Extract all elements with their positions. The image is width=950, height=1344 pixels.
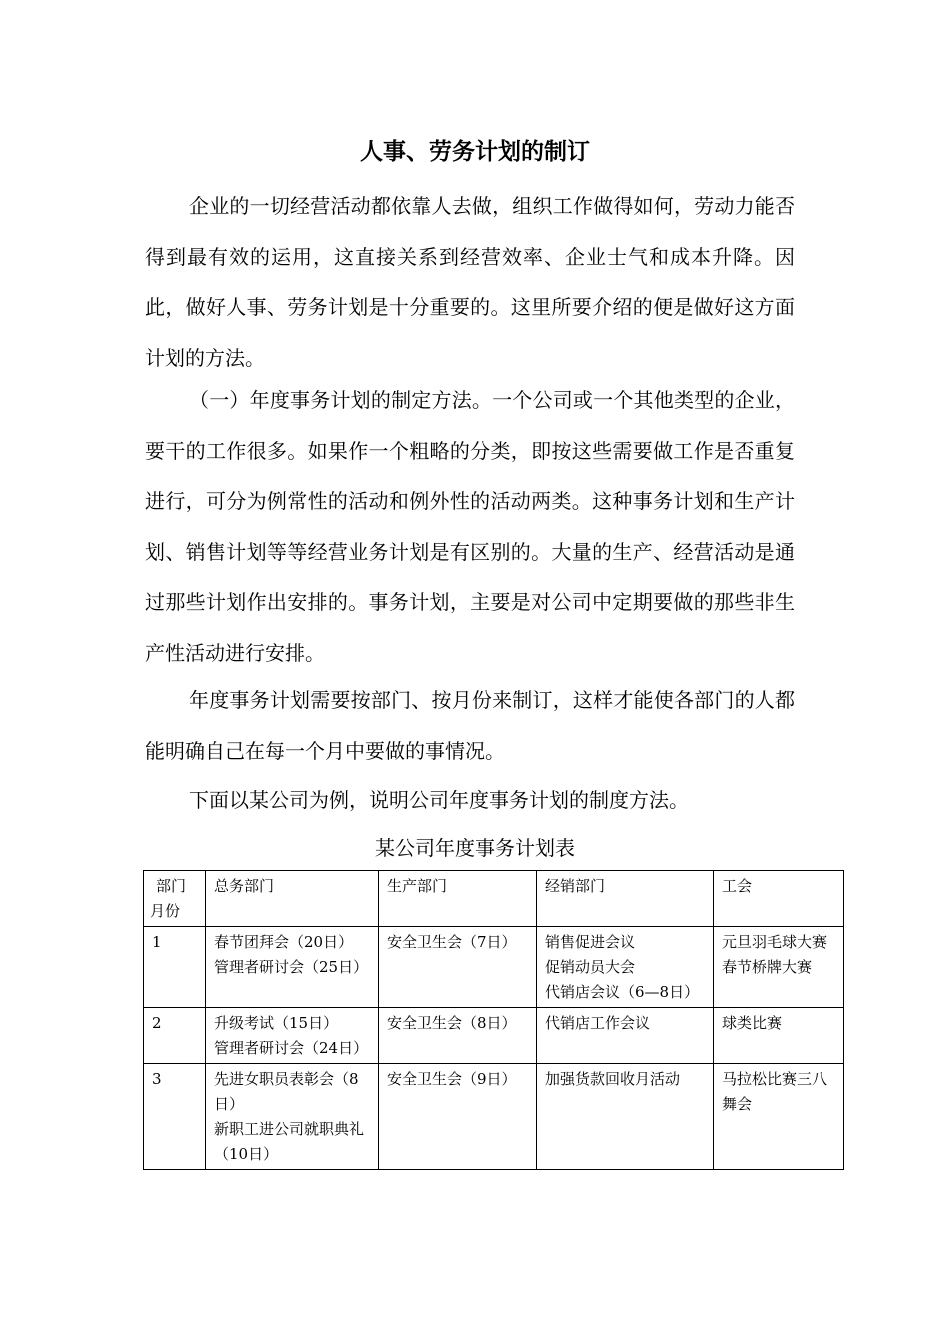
union-cell xyxy=(714,1008,844,1064)
table-row xyxy=(144,927,844,1008)
table-caption: 某公司年度事务计划表 xyxy=(375,836,575,860)
table-header-row xyxy=(144,871,844,927)
production-item: 安全卫生会（9日） xyxy=(387,1070,517,1088)
column-header-general: 总务部门 xyxy=(206,871,379,927)
union-item: 马拉松比赛三八舞会 xyxy=(722,1070,828,1113)
general-cell xyxy=(206,927,379,1008)
production-item: 安全卫生会（7日） xyxy=(387,933,517,951)
column-header-sales: 经销部门 xyxy=(537,871,714,927)
column-header-union: 工会 xyxy=(714,871,844,927)
union-item: 球类比赛 xyxy=(722,1014,783,1032)
union-item: 元旦羽毛球大赛 xyxy=(722,933,828,951)
union-cell xyxy=(714,1064,844,1170)
sales-cell xyxy=(537,1008,714,1064)
paragraph-example-intro: 下面以某公司为例，说明公司年度事务计划的制度方法。 xyxy=(189,788,689,812)
month-cell: 3 xyxy=(144,1064,206,1170)
document-title: 人事、劳务计划的制订 xyxy=(360,138,590,165)
sales-item: 代销店工作会议 xyxy=(545,1014,651,1032)
general-item: 管理者研讨会（25日） xyxy=(214,958,369,976)
table-row xyxy=(144,1064,844,1170)
general-item: 新职工进公司就职典礼（10日） xyxy=(214,1120,365,1163)
general-item: 先进女职员表彰会（8日） xyxy=(214,1070,359,1113)
general-item: 管理者研讨会（24日） xyxy=(214,1039,369,1057)
sales-cell xyxy=(537,927,714,1008)
month-cell: 1 xyxy=(144,927,206,1008)
sales-cell xyxy=(537,1064,714,1170)
paragraph-by-department: 年度事务计划需要按部门、按月份来制订，这样才能使各部门的人都能明确自己在每一个月中要做的事情况。 xyxy=(145,688,795,763)
sales-item: 销售促进会议 xyxy=(545,933,636,951)
column-header-production: 生产部门 xyxy=(379,871,537,927)
corner-month-label: 月份 xyxy=(150,902,181,920)
annual-plan-table xyxy=(143,870,844,1170)
table-row xyxy=(144,1008,844,1064)
sales-item: 促销动员大会 xyxy=(545,958,636,976)
general-cell xyxy=(206,1008,379,1064)
sales-item: 加强货款回收月活动 xyxy=(545,1070,681,1088)
production-item: 安全卫生会（8日） xyxy=(387,1014,517,1032)
general-item: 升级考试（15日） xyxy=(214,1014,339,1032)
paragraph-intro: 企业的一切经营活动都依靠人去做，组织工作做得如何，劳动力能否得到最有效的运用，这直接关系到经营效率、企业士气和成本升降。因此，做好人事、劳务计划是十分重要的。这里所要介绍的便是做好这方面计划的方法。 xyxy=(145,194,795,370)
table-corner-cell xyxy=(144,871,206,927)
production-cell xyxy=(379,927,537,1008)
production-cell xyxy=(379,1064,537,1170)
general-cell xyxy=(206,1064,379,1170)
paragraph-annual-plan-method: （一）年度事务计划的制定方法。一个公司或一个其他类型的企业，要干的工作很多。如果作一个粗略的分类，即按这些需要做工作是否重复进行，可分为例常性的活动和例外性的活动两类。这种事务计划和生产计划、销售计划等等经营业务计划是有区别的。大量的生产、经营活动是通过那些计划作出安排的。事务计划，主要是对公司中定期要做的那些非生产性活动进行安排。 xyxy=(145,388,795,665)
general-item: 春节团拜会（20日） xyxy=(214,933,354,951)
union-cell xyxy=(714,927,844,1008)
production-cell xyxy=(379,1008,537,1064)
union-item: 春节桥牌大赛 xyxy=(722,958,813,976)
corner-department-label: 部门 xyxy=(156,877,187,895)
month-cell: 2 xyxy=(144,1008,206,1064)
sales-item: 代销店会议（6—8日） xyxy=(545,983,700,1001)
